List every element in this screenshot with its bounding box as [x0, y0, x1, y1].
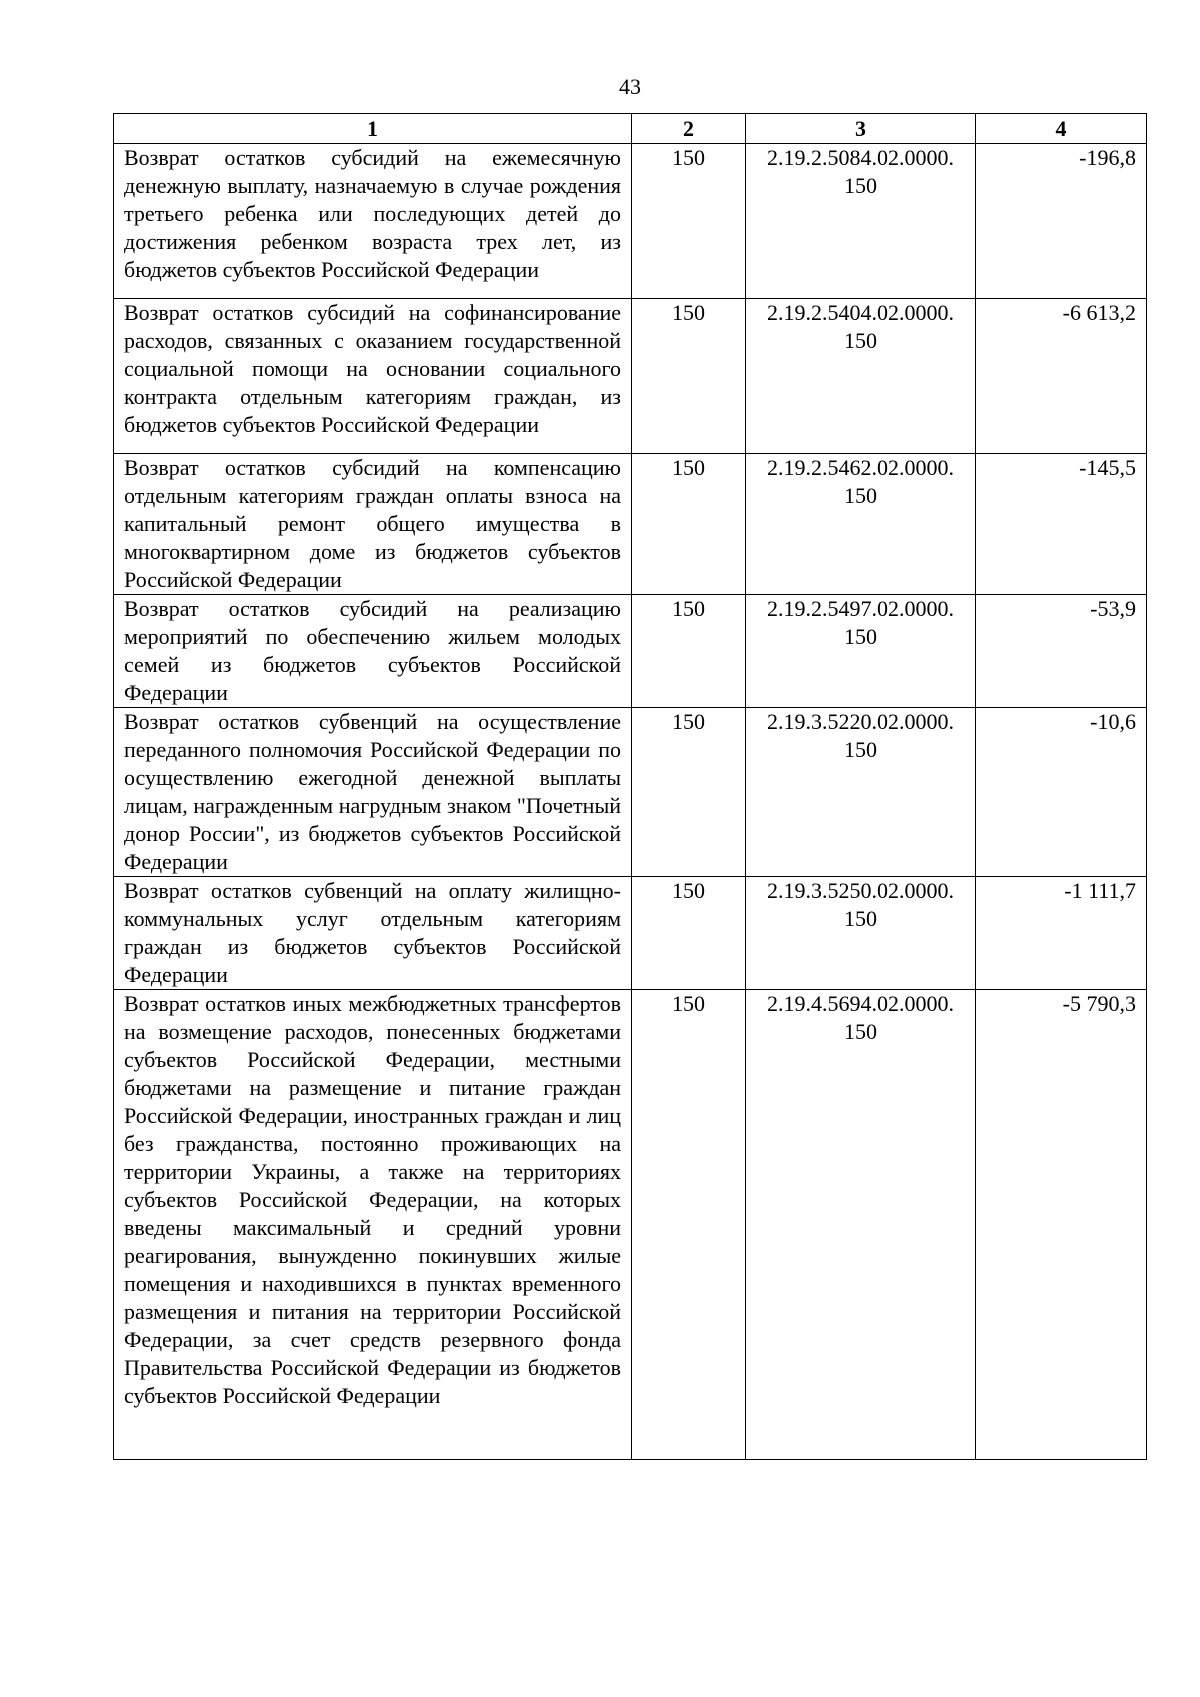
- classification-code: [746, 877, 976, 990]
- classification-code: [746, 595, 976, 708]
- amount: -1 111,7: [976, 877, 1147, 990]
- administrator-code: 150: [632, 708, 746, 877]
- administrator-code: 150: [632, 299, 746, 454]
- table-header-row: [114, 114, 1147, 144]
- code-line-2: 150: [844, 1019, 877, 1044]
- classification-code: [746, 454, 976, 595]
- table-row: [114, 708, 1147, 877]
- income-name: Возврат остатков субвенций на оплату жилищно-коммунальных услуг отдельным категориям граждан из бюджетов субъектов Российской Федерации: [114, 877, 632, 990]
- table-row: [114, 877, 1147, 990]
- income-name: Возврат остатков субсидий на реализацию мероприятий по обеспечению жильем молодых семей из бюджетов субъектов Российской Федерации: [114, 595, 632, 708]
- administrator-code: 150: [632, 595, 746, 708]
- amount: -196,8: [976, 144, 1147, 299]
- code-line-2: 150: [844, 173, 877, 198]
- classification-code: [746, 990, 976, 1460]
- code-line-2: 150: [844, 483, 877, 508]
- classification-code: [746, 144, 976, 299]
- amount: -145,5: [976, 454, 1147, 595]
- table-row: [114, 299, 1147, 454]
- amount: -53,9: [976, 595, 1147, 708]
- code-line-1: 2.19.3.5250.02.0000.: [767, 878, 954, 903]
- page-number: 43: [619, 74, 641, 99]
- table-row: [114, 144, 1147, 299]
- code-line-1: 2.19.2.5404.02.0000.: [767, 300, 954, 325]
- amount: -10,6: [976, 708, 1147, 877]
- column-header-4: 4: [976, 114, 1147, 144]
- administrator-code: 150: [632, 877, 746, 990]
- code-line-1: 2.19.2.5462.02.0000.: [767, 455, 954, 480]
- column-header-1: 1: [114, 114, 632, 144]
- code-line-2: 150: [844, 624, 877, 649]
- administrator-code: 150: [632, 144, 746, 299]
- income-name: Возврат остатков субсидий на ежемесячную денежную выплату, назначаемую в случае рождения третьего ребенка или последующих детей до достижения ребенком возраста трех лет, из бюджетов субъектов Российской Федерации: [114, 144, 632, 299]
- table-row: [114, 595, 1147, 708]
- classification-code: [746, 708, 976, 877]
- income-name: Возврат остатков субвенций на осуществление переданного полномочия Российской Федерации по осуществлению ежегодной денежной выплаты лицам, награжденным нагрудным знаком "Почетный донор России", из бюджетов субъектов Российской Федерации: [114, 708, 632, 877]
- budget-table: [113, 113, 1147, 1460]
- code-line-1: 2.19.4.5694.02.0000.: [767, 991, 954, 1016]
- code-line-2: 150: [844, 906, 877, 931]
- code-line-2: 150: [844, 737, 877, 762]
- amount: -6 613,2: [976, 299, 1147, 454]
- income-name: Возврат остатков субсидий на софинансирование расходов, связанных с оказанием государственной социальной помощи на основании социального контракта отдельным категориям граждан, из бюджетов субъектов Российской Федерации: [114, 299, 632, 454]
- administrator-code: 150: [632, 454, 746, 595]
- code-line-2: 150: [844, 328, 877, 353]
- column-header-2: 2: [632, 114, 746, 144]
- column-header-3: 3: [746, 114, 976, 144]
- code-line-1: 2.19.2.5497.02.0000.: [767, 596, 954, 621]
- table-row: [114, 990, 1147, 1460]
- income-name: Возврат остатков субсидий на компенсацию отдельным категориям граждан оплаты взноса на капитальный ремонт общего имущества в многоквартирном доме из бюджетов субъектов Российской Федерации: [114, 454, 632, 595]
- administrator-code: 150: [632, 990, 746, 1460]
- code-line-1: 2.19.3.5220.02.0000.: [767, 709, 954, 734]
- code-line-1: 2.19.2.5084.02.0000.: [767, 145, 954, 170]
- classification-code: [746, 299, 976, 454]
- amount: -5 790,3: [976, 990, 1147, 1460]
- income-name: Возврат остатков иных межбюджетных трансфертов на возмещение расходов, понесенных бюджетами субъектов Российской Федерации, местными бюджетами на размещение и питание граждан Российской Федерации, иностранных граждан и лиц без гражданства, постоянно проживающих на территории Украины, а также на территориях субъектов Российской Федерации, на которых введены максимальный и средний уровни реагирования, вынужденно покинувших жилые помещения и находившихся в пунктах временного размещения и питания на территории Российской Федерации, за счет средств резервного фонда Правительства Российской Федерации из бюджетов субъектов Российской Федерации: [114, 990, 632, 1460]
- table-row: [114, 454, 1147, 595]
